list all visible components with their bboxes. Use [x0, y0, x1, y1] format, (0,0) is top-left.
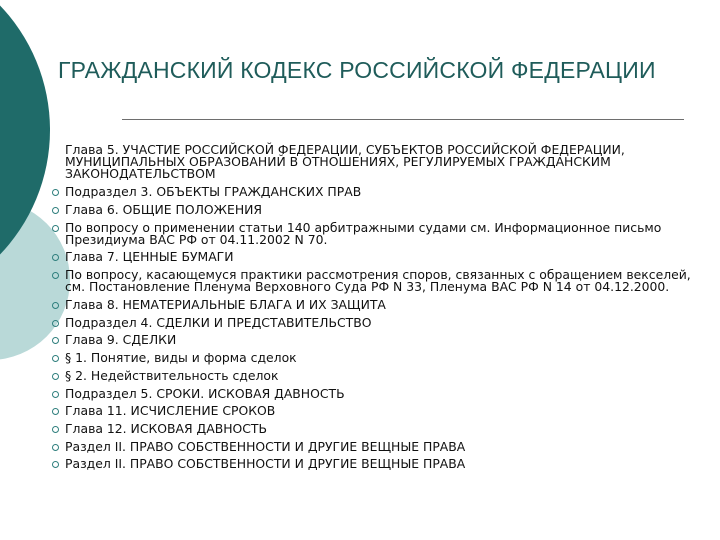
list-item-text: Глава 12. ИСКОВАЯ ДАВНОСТЬ: [65, 420, 267, 436]
list-item: [52, 269, 692, 293]
list-item-text: По вопросу о применении статьи 140 арбитражными судами см. Информационное письмо Президиума ВАС РФ от 04.11.2002 N 70.: [65, 219, 662, 247]
bullet-icon: [52, 391, 59, 398]
list-item: [52, 438, 692, 454]
bullet-icon: [52, 408, 59, 415]
bullet-icon: [52, 302, 59, 309]
list-item: [52, 186, 692, 198]
content-list: [52, 144, 692, 476]
list-item: [52, 219, 692, 247]
list-item-text: Глава 11. ИСЧИСЛЕНИЕ СРОКОВ: [65, 403, 276, 419]
list-item: [52, 334, 692, 346]
list-item-text: Глава 8. НЕМАТЕРИАЛЬНЫЕ БЛАГА И ИХ ЗАЩИТА: [65, 297, 386, 313]
list-item: [52, 385, 692, 401]
bullet-icon: [52, 225, 59, 232]
list-item: [52, 405, 692, 417]
list-item: [52, 367, 692, 383]
list-item-text: § 2. Недействительность сделок: [65, 367, 279, 383]
bullet-icon: [52, 254, 59, 261]
list-item: [52, 201, 692, 217]
list-item: [52, 458, 692, 470]
list-item-text: Раздел II. ПРАВО СОБСТВЕННОСТИ И ДРУГИЕ ВЕЩНЫЕ ПРАВА: [65, 456, 466, 472]
slide-title: ГРАЖДАНСКИЙ КОДЕКС РОССИЙСКОЙ ФЕДЕРАЦИИ: [58, 57, 656, 83]
list-item-text: § 1. Понятие, виды и форма сделок: [65, 350, 297, 366]
bullet-icon: [52, 426, 59, 433]
list-item: [52, 144, 692, 181]
bullet-icon: [52, 337, 59, 344]
list-item: [52, 420, 692, 436]
list-item-text: Подраздел 3. ОБЪЕКТЫ ГРАЖДАНСКИХ ПРАВ: [65, 184, 362, 200]
list-item: [52, 299, 692, 311]
bullet-icon: [52, 444, 59, 451]
bullet-icon: [52, 189, 59, 196]
list-item: [52, 352, 692, 364]
list-item-text: Глава 5. УЧАСТИЕ РОССИЙСКОЙ ФЕДЕРАЦИИ, СУБЪЕКТОВ РОССИЙСКОЙ ФЕДЕРАЦИИ, МУНИЦИПАЛЬНЫХ ОБРАЗОВАНИЙ В ОТНОШЕНИЯХ, РЕГУЛИРУЕМЫХ ГРАЖДАНСКИМ ЗАКОНОДАТЕЛЬСТВОМ: [65, 142, 625, 182]
bullet-icon: [52, 373, 59, 380]
bullet-icon: [52, 320, 59, 327]
bullet-icon: [52, 207, 59, 214]
list-item-text: По вопросу, касающемуся практики рассмотрения споров, связанных с обращением векселей, см. Постановление Пленума Верховного Суда РФ N 33, Пленума ВАС РФ N 14 от 04.12.2000.: [65, 267, 691, 295]
list-item: [52, 251, 692, 263]
list-item-text: Раздел II. ПРАВО СОБСТВЕННОСТИ И ДРУГИЕ ВЕЩНЫЕ ПРАВА: [65, 438, 466, 454]
list-item-text: Подраздел 4. СДЕЛКИ И ПРЕДСТАВИТЕЛЬСТВО: [65, 314, 372, 330]
bullet-icon: [52, 461, 59, 468]
bullet-icon: [52, 355, 59, 362]
list-item-text: Глава 6. ОБЩИЕ ПОЛОЖЕНИЯ: [65, 201, 263, 217]
title-divider: [122, 119, 684, 120]
bullet-icon: [52, 272, 59, 279]
list-item-text: Подраздел 5. СРОКИ. ИСКОВАЯ ДАВНОСТЬ: [65, 385, 345, 401]
list-item: [52, 314, 692, 330]
list-item-text: Глава 9. СДЕЛКИ: [65, 332, 177, 348]
list-item-text: Глава 7. ЦЕННЫЕ БУМАГИ: [65, 249, 234, 265]
